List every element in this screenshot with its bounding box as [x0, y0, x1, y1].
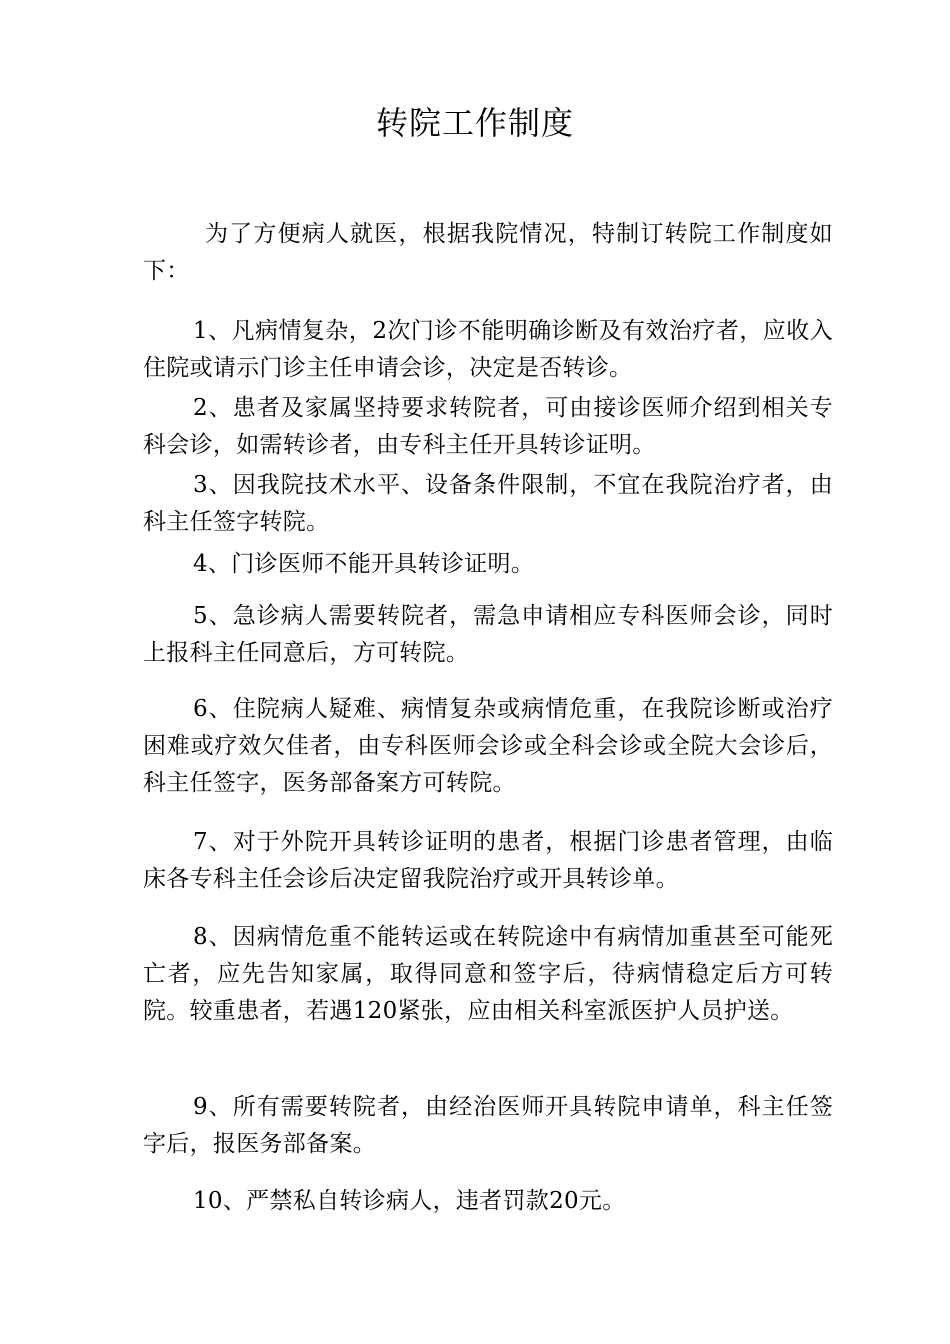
rule-item-5: 5、急诊病人需要转院者，需急申请相应专科医师会诊，同时上报科主任同意后，方可转院。: [143, 603, 833, 666]
rule-item-6: 6、住院病人疑难、病情复杂或病情危重，在我院诊断或治疗困难或疗效欠佳者，由专科医师会诊或全科会诊或全院大会诊后，科主任签字，医务部备案方可转院。: [143, 696, 833, 796]
rule-item-4: 4、门诊医师不能开具转诊证明。: [193, 551, 535, 577]
rule-item-1: 1、凡病情复杂，2次门诊不能明确诊断及有效治疗者，应收入住院或请示门诊主任申请会诊，决定是否转诊。: [143, 318, 833, 381]
rule-item-3: 3、因我院技术水平、设备条件限制，不宜在我院治疗者，由科主任签字转院。: [143, 472, 833, 535]
rule-item-9: 9、所有需要转院者，由经治医师开具转院申请单，科主任签字后，报医务部备案。: [143, 1094, 833, 1157]
rule-item-10: 10、严禁私自转诊病人，违者罚款20元。: [193, 1188, 626, 1214]
intro-paragraph: 为了方便病人就医，根据我院情况，特制订转院工作制度如下：: [143, 221, 833, 284]
document-title: 转院工作制度: [375, 104, 574, 142]
rule-item-8: 8、因病情危重不能转运或在转院途中有病情加重甚至可能死亡者，应先告知家属，取得同意和签字后，待病情稳定后方可转院。较重患者，若遇120紧张，应由相关科室派医护人员护送。: [143, 924, 833, 1024]
rule-item-7: 7、对于外院开具转诊证明的患者，根据门诊患者管理，由临床各专科主任会诊后决定留我院治疗或开具转诊单。: [143, 829, 833, 892]
rule-item-2: 2、患者及家属坚持要求转院者，可由接诊医师介绍到相关专科会诊，如需转诊者，由专科主任开具转诊证明。: [143, 395, 833, 458]
